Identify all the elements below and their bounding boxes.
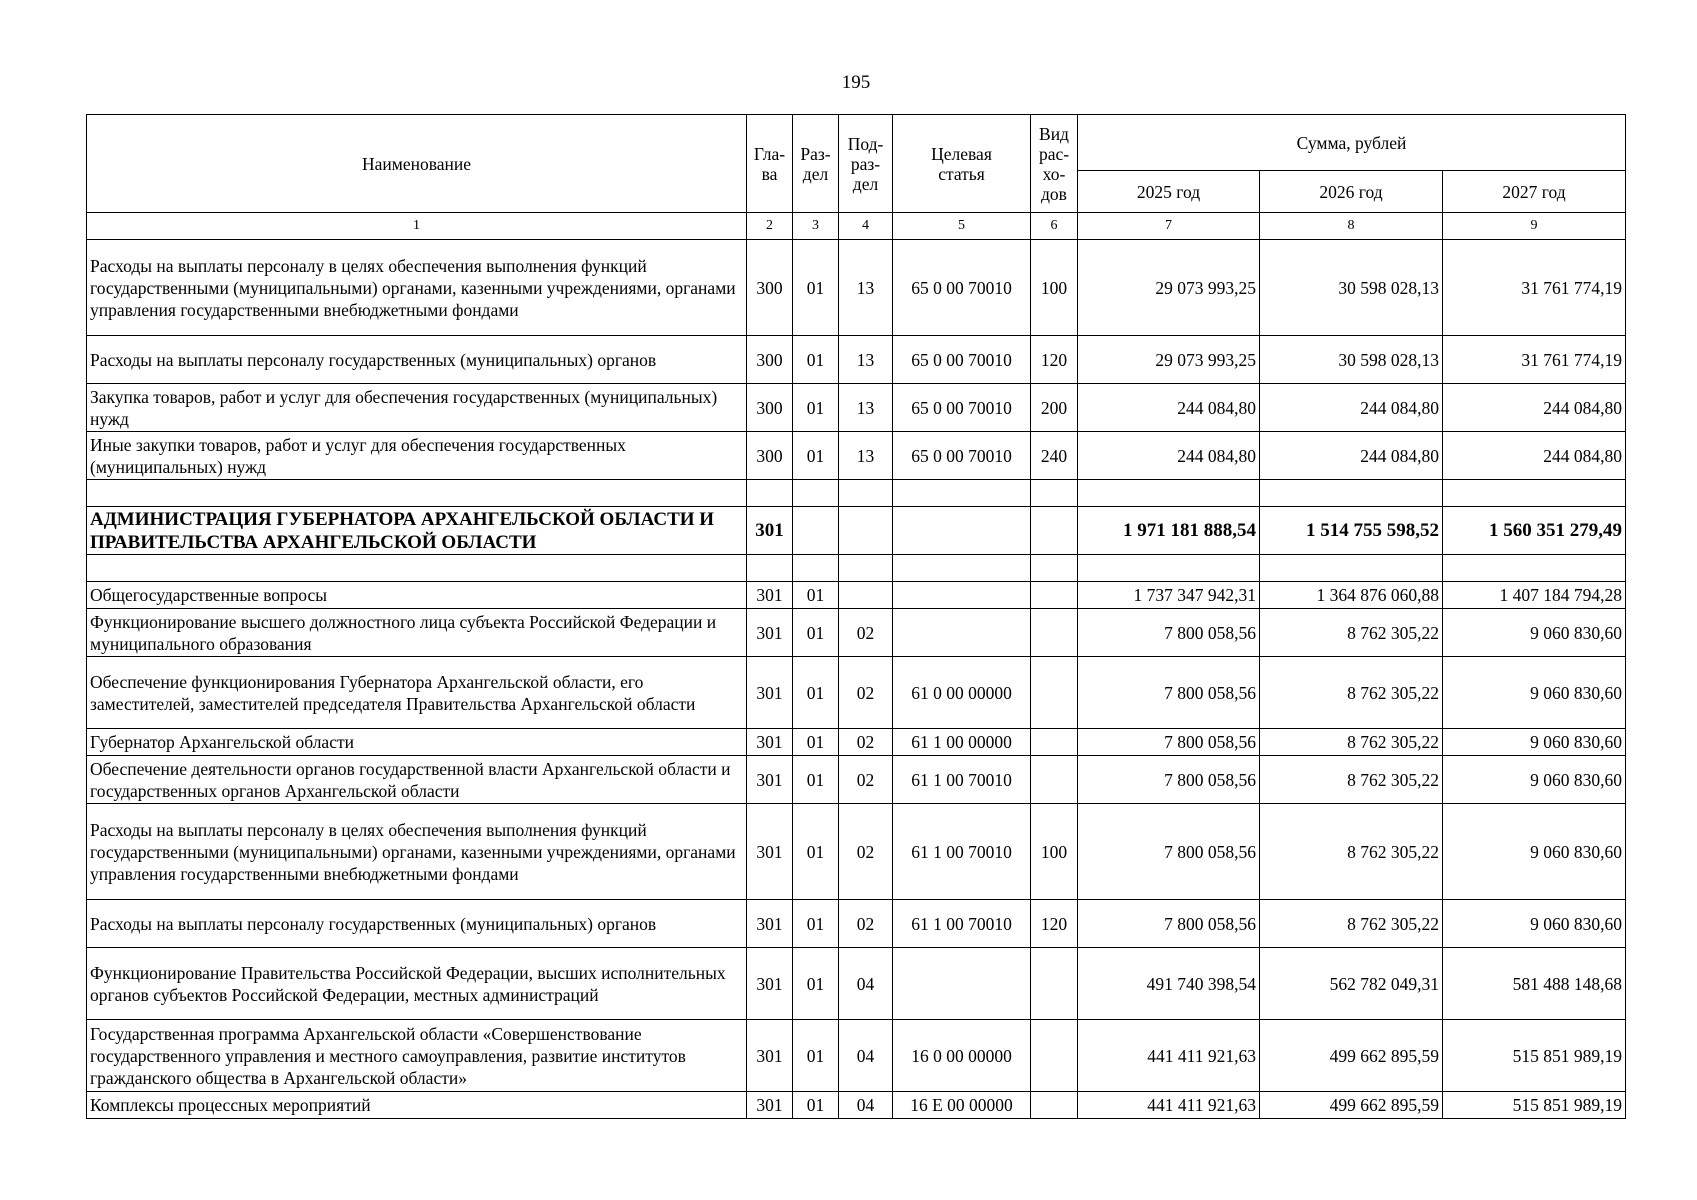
row-podrazdel	[839, 507, 893, 555]
row-vid: 100	[1031, 240, 1078, 336]
column-number-row	[87, 213, 1626, 240]
table-row	[87, 336, 1626, 384]
row-2027: 9 060 830,60	[1443, 756, 1626, 804]
column-number: 7	[1078, 213, 1260, 240]
table-row	[87, 432, 1626, 480]
row-2026: 8 762 305,22	[1260, 900, 1443, 948]
row-vid: 240	[1031, 432, 1078, 480]
row-2025: 441 411 921,63	[1078, 1092, 1260, 1119]
table-row	[87, 1092, 1626, 1119]
row-name: Расходы на выплаты персоналу государственных (муниципальных) органов	[87, 900, 747, 948]
row-celevaya	[893, 948, 1031, 1020]
row-2025: 29 073 993,25	[1078, 336, 1260, 384]
row-2027: 9 060 830,60	[1443, 657, 1626, 729]
row-name: Обеспечение деятельности органов государственной власти Архангельской области и государственных органов Архангельской области	[87, 756, 747, 804]
row-2026: 8 762 305,22	[1260, 756, 1443, 804]
row-podrazdel: 13	[839, 336, 893, 384]
row-vid	[1031, 507, 1078, 555]
row-glava: 300	[747, 336, 793, 384]
row-name: Губернатор Архангельской области	[87, 729, 747, 756]
header-year-2026: 2026 год	[1260, 171, 1443, 213]
budget-table	[86, 114, 1626, 1119]
row-2027: 581 488 148,68	[1443, 948, 1626, 1020]
row-2026: 499 662 895,59	[1260, 1092, 1443, 1119]
header-summa: Сумма, рублей	[1078, 115, 1626, 171]
row-2025: 7 800 058,56	[1078, 756, 1260, 804]
row-podrazdel: 04	[839, 948, 893, 1020]
row-2026: 499 662 895,59	[1260, 1020, 1443, 1092]
row-glava: 301	[747, 657, 793, 729]
row-2026: 30 598 028,13	[1260, 336, 1443, 384]
row-celevaya: 65 0 00 70010	[893, 336, 1031, 384]
row-celevaya	[893, 582, 1031, 609]
row-glava: 301	[747, 1092, 793, 1119]
row-2026: 562 782 049,31	[1260, 948, 1443, 1020]
row-glava: 301	[747, 756, 793, 804]
row-glava: 301	[747, 729, 793, 756]
row-podrazdel: 02	[839, 756, 893, 804]
row-2025: 491 740 398,54	[1078, 948, 1260, 1020]
table-row	[87, 756, 1626, 804]
table-row	[87, 240, 1626, 336]
row-2025: 1 737 347 942,31	[1078, 582, 1260, 609]
row-2027: 1 407 184 794,28	[1443, 582, 1626, 609]
row-razdel: 01	[793, 432, 839, 480]
row-vid	[1031, 729, 1078, 756]
row-podrazdel: 13	[839, 384, 893, 432]
row-glava: 301	[747, 609, 793, 657]
row-2026: 8 762 305,22	[1260, 657, 1443, 729]
row-2025: 7 800 058,56	[1078, 900, 1260, 948]
table-row	[87, 948, 1626, 1020]
row-vid: 120	[1031, 900, 1078, 948]
table-row	[87, 900, 1626, 948]
row-name: Закупка товаров, работ и услуг для обеспечения государственных (муниципальных) нужд	[87, 384, 747, 432]
row-vid	[1031, 582, 1078, 609]
column-number: 2	[747, 213, 793, 240]
row-2026: 244 084,80	[1260, 432, 1443, 480]
table-row	[87, 657, 1626, 729]
header-vid: Вид рас- хо- дов	[1031, 115, 1078, 213]
header-glava: Гла- ва	[747, 115, 793, 213]
row-2026: 30 598 028,13	[1260, 240, 1443, 336]
header-name: Наименование	[87, 115, 747, 213]
row-2026: 244 084,80	[1260, 384, 1443, 432]
row-podrazdel	[839, 582, 893, 609]
row-glava: 301	[747, 804, 793, 900]
spacer-row	[87, 480, 1626, 507]
row-razdel: 01	[793, 729, 839, 756]
row-celevaya: 65 0 00 70010	[893, 240, 1031, 336]
row-razdel: 01	[793, 384, 839, 432]
header-year-2025: 2025 год	[1078, 171, 1260, 213]
header-razdel: Раз- дел	[793, 115, 839, 213]
row-razdel	[793, 507, 839, 555]
row-razdel: 01	[793, 240, 839, 336]
row-vid	[1031, 1020, 1078, 1092]
column-number: 8	[1260, 213, 1443, 240]
page-number: 195	[841, 72, 871, 93]
row-glava: 301	[747, 582, 793, 609]
row-2027: 244 084,80	[1443, 432, 1626, 480]
row-2025: 1 971 181 888,54	[1078, 507, 1260, 555]
row-celevaya: 61 0 00 00000	[893, 657, 1031, 729]
row-2025: 7 800 058,56	[1078, 609, 1260, 657]
column-number: 9	[1443, 213, 1626, 240]
row-podrazdel: 02	[839, 729, 893, 756]
row-vid: 120	[1031, 336, 1078, 384]
row-2025: 244 084,80	[1078, 384, 1260, 432]
header-year-2027: 2027 год	[1443, 171, 1626, 213]
row-podrazdel: 04	[839, 1092, 893, 1119]
row-2025: 244 084,80	[1078, 432, 1260, 480]
row-2027: 9 060 830,60	[1443, 804, 1626, 900]
row-name: Общегосударственные вопросы	[87, 582, 747, 609]
row-celevaya: 16 Е 00 00000	[893, 1092, 1031, 1119]
row-2027: 9 060 830,60	[1443, 900, 1626, 948]
header-podrazdel: Под- раз- дел	[839, 115, 893, 213]
row-podrazdel: 04	[839, 1020, 893, 1092]
row-celevaya: 61 1 00 00000	[893, 729, 1031, 756]
row-razdel: 01	[793, 804, 839, 900]
row-2027: 244 084,80	[1443, 384, 1626, 432]
row-celevaya: 61 1 00 70010	[893, 756, 1031, 804]
row-2027: 515 851 989,19	[1443, 1020, 1626, 1092]
row-razdel: 01	[793, 609, 839, 657]
row-name: Расходы на выплаты персоналу в целях обеспечения выполнения функций государственными (муниципальными) органами, казенными учреждениями, органами управления государственными внебюджетными фондами	[87, 804, 747, 900]
row-razdel: 01	[793, 657, 839, 729]
row-vid: 100	[1031, 804, 1078, 900]
row-name: Комплексы процессных мероприятий	[87, 1092, 747, 1119]
row-name: Функционирование высшего должностного лица субъекта Российской Федерации и муниципального образования	[87, 609, 747, 657]
row-vid	[1031, 948, 1078, 1020]
row-2025: 7 800 058,56	[1078, 657, 1260, 729]
column-number: 1	[87, 213, 747, 240]
row-glava: 301	[747, 948, 793, 1020]
row-vid	[1031, 1092, 1078, 1119]
row-2025: 7 800 058,56	[1078, 804, 1260, 900]
row-2025: 441 411 921,63	[1078, 1020, 1260, 1092]
row-glava: 301	[747, 507, 793, 555]
row-2027: 1 560 351 279,49	[1443, 507, 1626, 555]
column-number: 5	[893, 213, 1031, 240]
row-name: АДМИНИСТРАЦИЯ ГУБЕРНАТОРА АРХАНГЕЛЬСКОЙ ОБЛАСТИ И ПРАВИТЕЛЬСТВА АРХАНГЕЛЬСКОЙ ОБЛАСТИ	[87, 507, 747, 555]
row-2027: 31 761 774,19	[1443, 240, 1626, 336]
table-row-total	[87, 507, 1626, 555]
row-razdel: 01	[793, 336, 839, 384]
row-podrazdel: 02	[839, 657, 893, 729]
row-2026: 8 762 305,22	[1260, 729, 1443, 756]
column-number: 4	[839, 213, 893, 240]
table-row	[87, 609, 1626, 657]
row-2025: 29 073 993,25	[1078, 240, 1260, 336]
row-razdel: 01	[793, 582, 839, 609]
row-glava: 301	[747, 900, 793, 948]
row-vid: 200	[1031, 384, 1078, 432]
row-name: Расходы на выплаты персоналу государственных (муниципальных) органов	[87, 336, 747, 384]
row-2026: 1 364 876 060,88	[1260, 582, 1443, 609]
row-name: Обеспечение функционирования Губернатора Архангельской области, его заместителей, заместителей председателя Правительства Архангельской области	[87, 657, 747, 729]
row-razdel: 01	[793, 948, 839, 1020]
row-celevaya	[893, 507, 1031, 555]
column-number: 3	[793, 213, 839, 240]
row-celevaya: 61 1 00 70010	[893, 900, 1031, 948]
row-podrazdel: 02	[839, 609, 893, 657]
table-row	[87, 729, 1626, 756]
table-row	[87, 582, 1626, 609]
row-celevaya: 65 0 00 70010	[893, 384, 1031, 432]
row-glava: 300	[747, 240, 793, 336]
row-razdel: 01	[793, 756, 839, 804]
row-vid	[1031, 657, 1078, 729]
row-podrazdel: 13	[839, 432, 893, 480]
row-name: Функционирование Правительства Российской Федерации, высших исполнительных органов субъектов Российской Федерации, местных администраций	[87, 948, 747, 1020]
row-2027: 31 761 774,19	[1443, 336, 1626, 384]
row-razdel: 01	[793, 900, 839, 948]
header-celevaya: Целевая статья	[893, 115, 1031, 213]
table-row	[87, 384, 1626, 432]
row-podrazdel: 02	[839, 804, 893, 900]
row-celevaya: 65 0 00 70010	[893, 432, 1031, 480]
row-podrazdel: 13	[839, 240, 893, 336]
row-razdel: 01	[793, 1020, 839, 1092]
row-name: Иные закупки товаров, работ и услуг для обеспечения государственных (муниципальных) нужд	[87, 432, 747, 480]
row-celevaya: 61 1 00 70010	[893, 804, 1031, 900]
table-row	[87, 1020, 1626, 1092]
row-2027: 515 851 989,19	[1443, 1092, 1626, 1119]
row-2027: 9 060 830,60	[1443, 729, 1626, 756]
spacer-row	[87, 555, 1626, 582]
row-glava: 300	[747, 432, 793, 480]
table-row	[87, 804, 1626, 900]
row-glava: 300	[747, 384, 793, 432]
column-number: 6	[1031, 213, 1078, 240]
row-2027: 9 060 830,60	[1443, 609, 1626, 657]
row-celevaya: 16 0 00 00000	[893, 1020, 1031, 1092]
row-glava: 301	[747, 1020, 793, 1092]
row-2026: 8 762 305,22	[1260, 804, 1443, 900]
row-2025: 7 800 058,56	[1078, 729, 1260, 756]
row-2026: 8 762 305,22	[1260, 609, 1443, 657]
row-vid	[1031, 609, 1078, 657]
row-vid	[1031, 756, 1078, 804]
row-2026: 1 514 755 598,52	[1260, 507, 1443, 555]
row-podrazdel: 02	[839, 900, 893, 948]
row-name: Расходы на выплаты персоналу в целях обеспечения выполнения функций государственными (муниципальными) органами, казенными учреждениями, органами управления государственными внебюджетными фондами	[87, 240, 747, 336]
row-celevaya	[893, 609, 1031, 657]
row-name: Государственная программа Архангельской области «Совершенствование государственного управления и местного самоуправления, развитие институтов гражданского общества в Архангельской области»	[87, 1020, 747, 1092]
row-razdel: 01	[793, 1092, 839, 1119]
